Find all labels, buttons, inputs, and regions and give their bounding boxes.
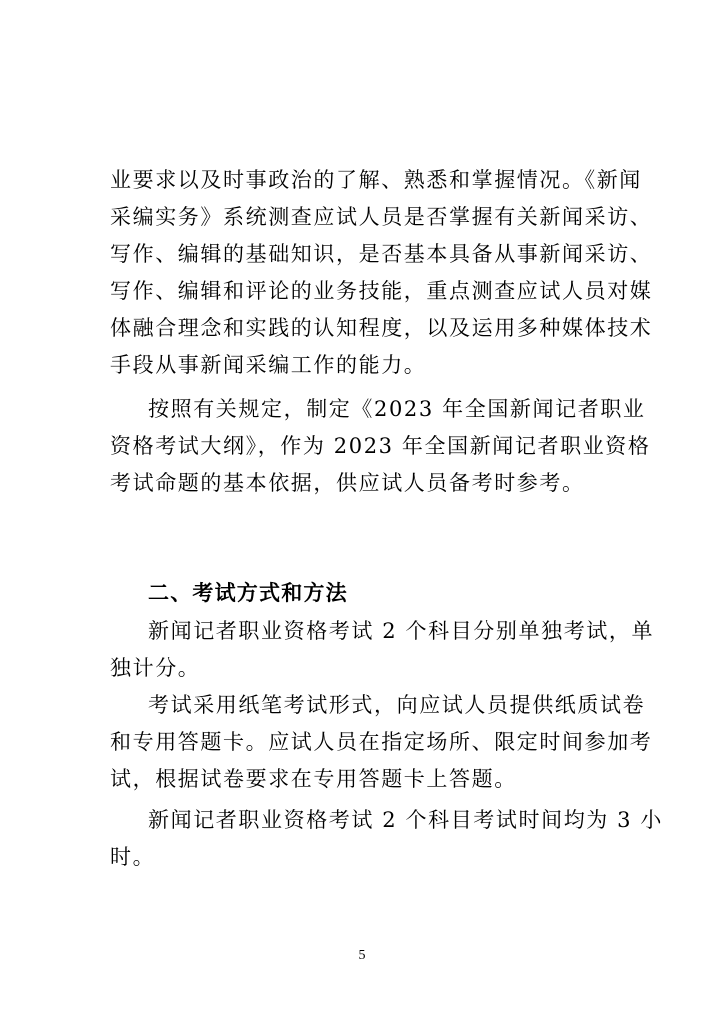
body-text-line: 写作、编辑和评论的业务技能，重点测查应试人员对媒	[110, 279, 653, 303]
body-text-line: 新闻记者职业资格考试 2 个科目分别单独考试，单	[148, 619, 655, 643]
section-heading: 二、考试方式和方法	[148, 581, 348, 605]
body-text-line: 考试命题的基本依据，供应试人员备考时参考。	[110, 471, 585, 495]
body-text-line: 资格考试大纲》，作为 2023 年全国新闻记者职业资格	[110, 434, 651, 458]
page-number: 5	[358, 948, 366, 963]
body-text-line: 时。	[110, 845, 156, 869]
body-text-line: 和专用答题卡。应试人员在指定场所、限定时间参加考	[110, 730, 653, 754]
body-text-line: 手段从事新闻采编工作的能力。	[110, 353, 427, 377]
body-text-line: 按照有关规定，制定《2023 年全国新闻记者职业	[148, 397, 646, 421]
body-text-line: 独计分。	[110, 656, 201, 680]
body-text-line: 写作、编辑的基础知识，是否基本具备从事新闻采访、	[110, 242, 653, 266]
body-text-line: 采编实务》系统测查应试人员是否掌握有关新闻采访、	[110, 205, 653, 229]
body-text-line: 考试采用纸笔考试形式，向应试人员提供纸质试卷	[148, 693, 646, 717]
body-text-line: 新闻记者职业资格考试 2 个科目考试时间均为 3 小	[148, 808, 664, 832]
body-text-line: 业要求以及时事政治的了解、熟悉和掌握情况。《新闻	[110, 168, 642, 192]
body-text-line: 试，根据试卷要求在专用答题卡上答题。	[110, 767, 517, 791]
body-text-line: 体融合理念和实践的认知程度，以及运用多种媒体技术	[110, 316, 653, 340]
